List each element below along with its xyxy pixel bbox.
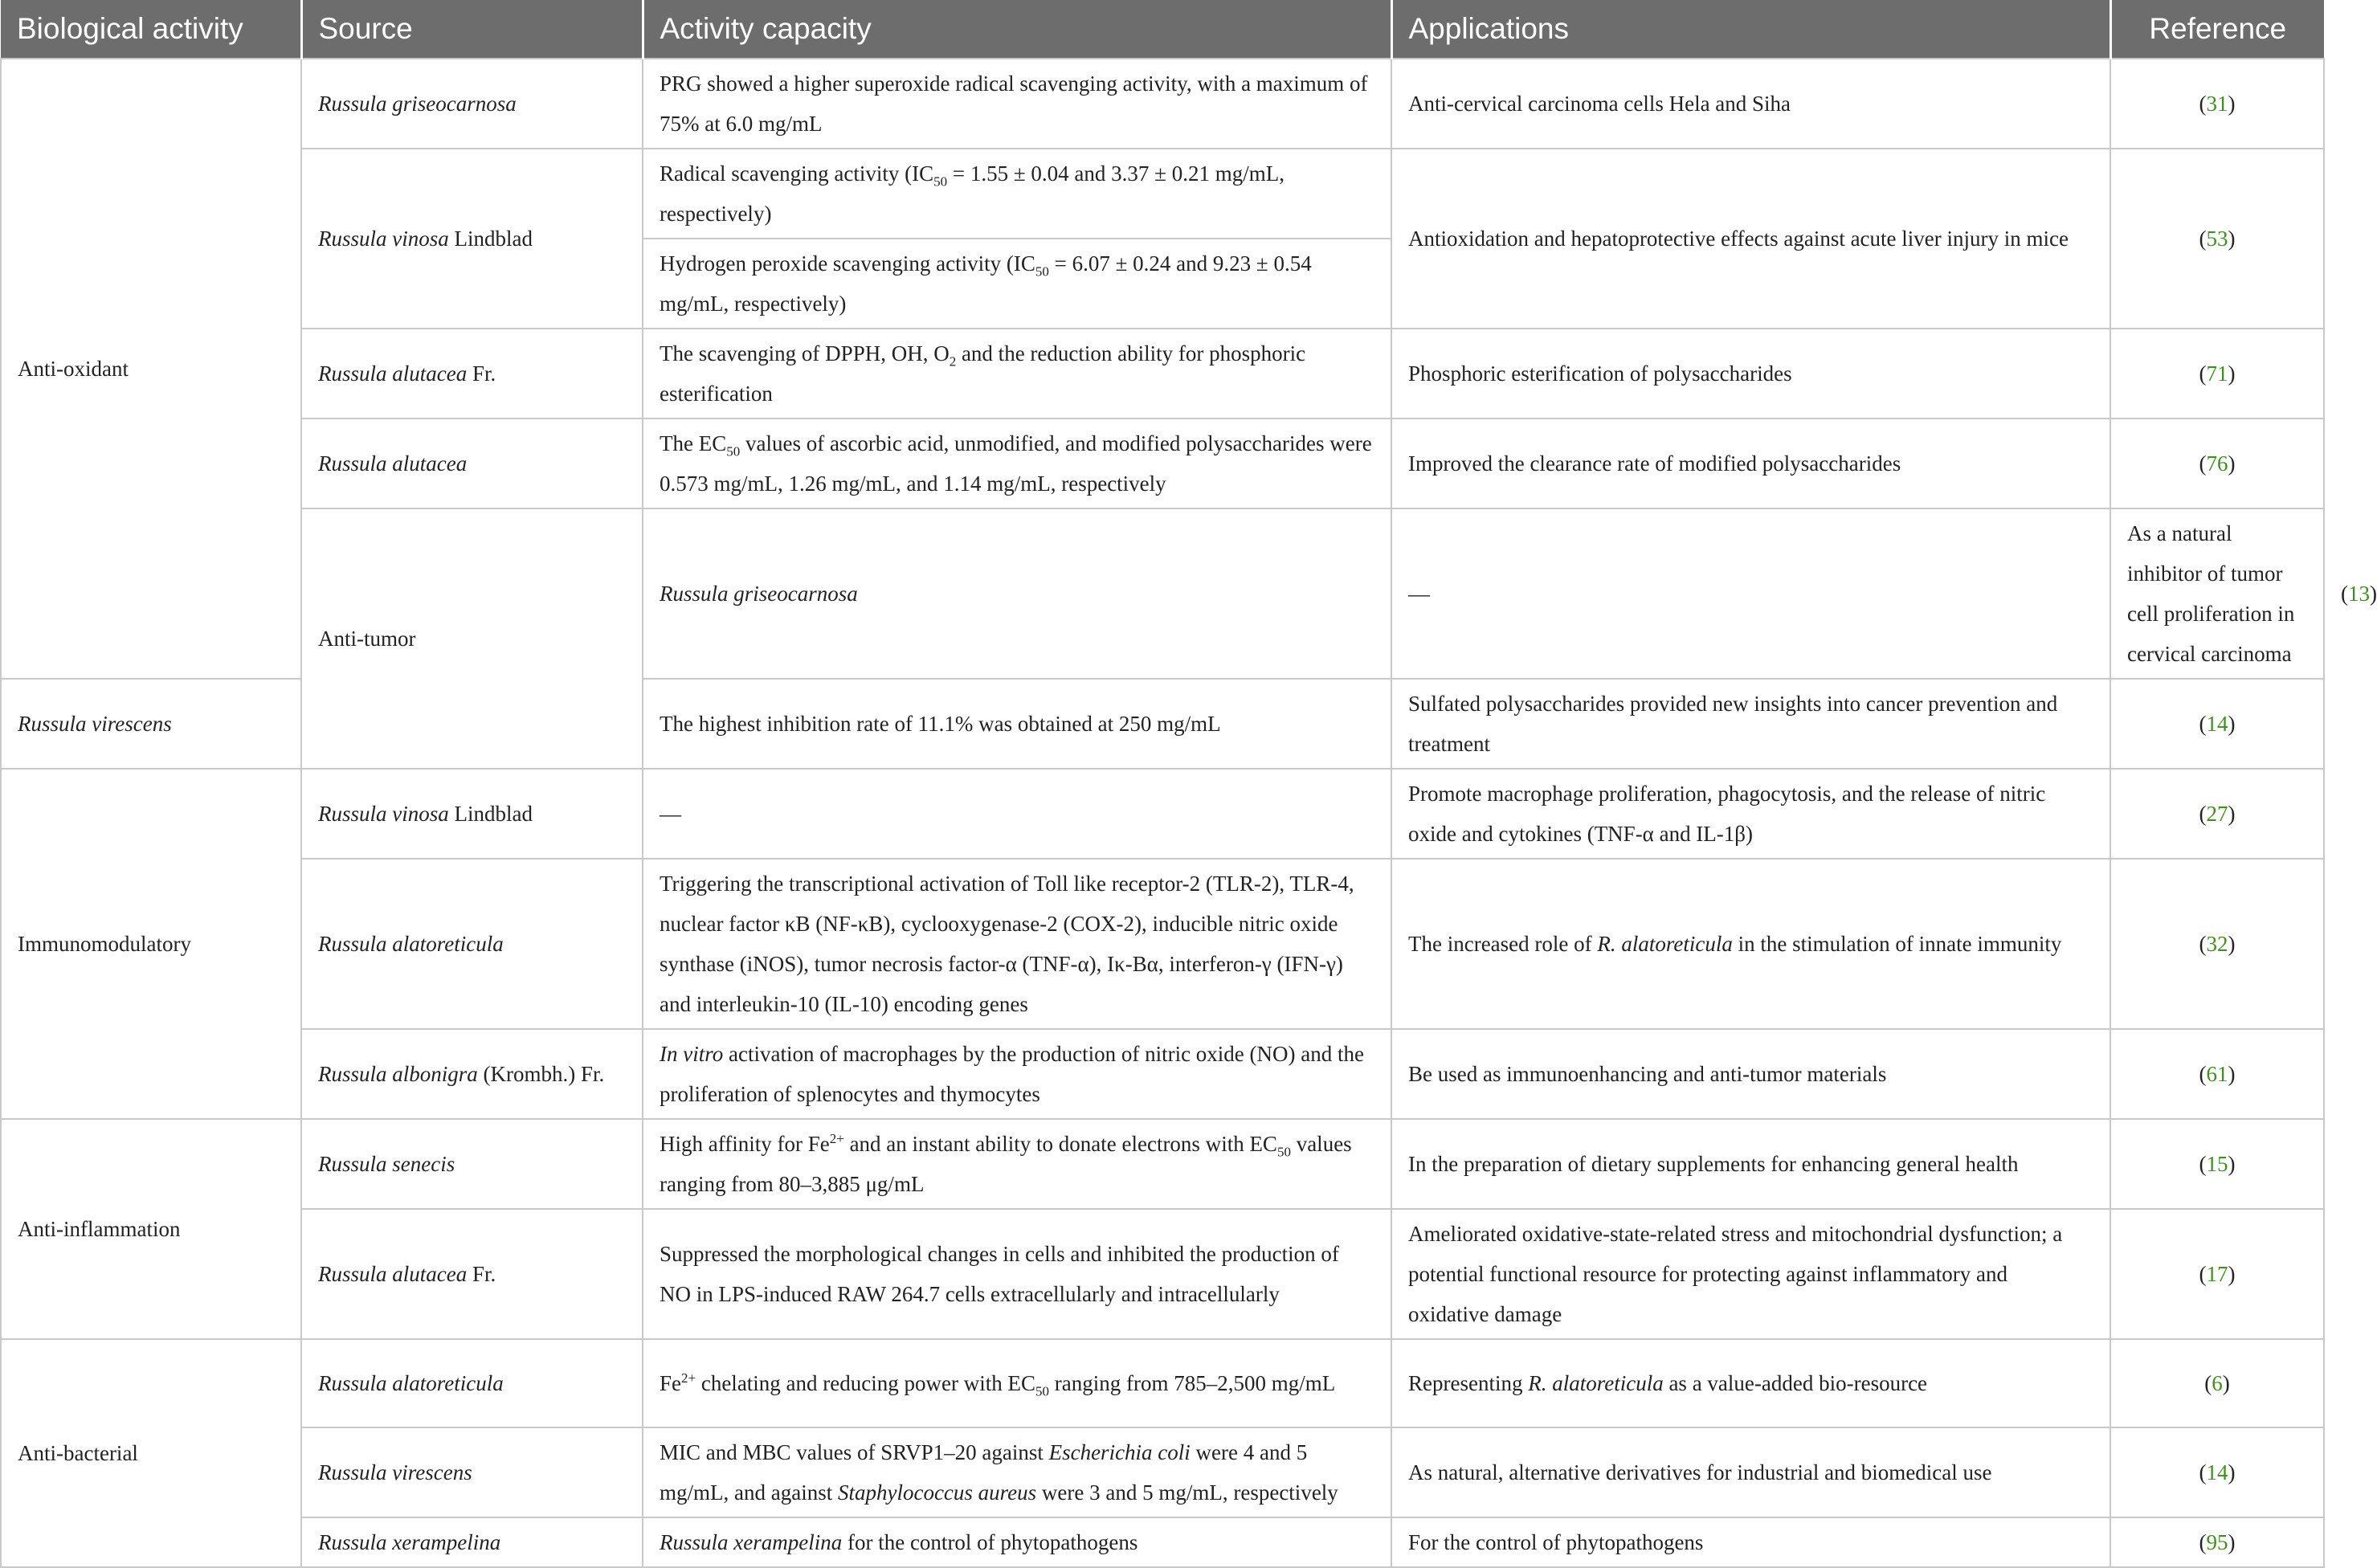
source-cell: Russula alutacea [301,419,643,508]
reference-cell: (95) [2110,1517,2324,1567]
capacity-cell: MIC and MBC values of SRVP1–20 against Escherichia coli were 4 and 5 mg/mL, and against Staphylococcus aureus were 3 and 5 mg/mL, respectively [643,1427,1391,1517]
capacity-cell: Triggering the transcriptional activation of Toll like receptor-2 (TLR-2), TLR-4, nuclear factor κB (NF-κB), cyclooxygenase-2 (COX-2), inducible nitric oxide synthase (iNOS), tumor necrosis factor-α (TNF-α), Iκ-Bα, interferon-γ (IFN-γ) and interleukin-10 (IL-10) encoding genes [643,859,1391,1029]
source-cell: Russula vinosa Lindblad [301,769,643,859]
reference-link[interactable]: 32 [2206,932,2228,956]
header-biological-activity: Biological activity [1,0,301,59]
application-cell: The increased role of R. alatoreticula in the stimulation of innate immunity [1391,859,2110,1029]
application-cell: Be used as immunoenhancing and anti-tumor materials [1391,1029,2110,1119]
reference-link[interactable]: 15 [2206,1152,2228,1176]
reference-link[interactable]: 6 [2212,1371,2223,1395]
capacity-cell: The $EC_{50}$ values of ascorbic acid, unmodified, and modified polysaccharides were 0.573 mg/mL, 1.26 mg/mL, and 1.14 mg/mL, respectively [643,419,1391,508]
reference-link[interactable]: 76 [2206,451,2228,476]
table-row [1,1517,2324,1567]
application-cell: Ameliorated oxidative-state-related stress and mitochondrial dysfunction; a potential functional resource for protecting against inflammatory and oxidative damage [1391,1209,2110,1339]
capacity-cell: Russula xerampelina for the control of phytopathogens [643,1517,1391,1567]
header-reference: Reference [2110,0,2324,59]
capacity-cell: Suppressed the morphological changes in cells and inhibited the production of NO in LPS-induced RAW 264.7 cells extracellularly and intracellularly [643,1209,1391,1339]
header-activity-capacity: Activity capacity [643,0,1391,59]
reference-cell: (14) [2110,679,2324,769]
source-cell: Russula albonigra (Krombh.) Fr. [301,1029,643,1119]
capacity-cell: $Fe^{2+}$ chelating and reducing power with $EC_{50}$ ranging from 785–2,500 mg/mL [643,1339,1391,1427]
application-cell: Improved the clearance rate of modified polysaccharides [1391,419,2110,508]
reference-link[interactable]: 17 [2206,1262,2228,1286]
reference-link[interactable]: 14 [2206,712,2228,736]
table-row [1,1339,2324,1427]
reference-link[interactable]: 14 [2206,1460,2228,1484]
reference-link[interactable]: 31 [2206,92,2228,116]
application-cell: Representing R. alatoreticula as a value-added bio-resource [1391,1339,2110,1427]
capacity-cell: The scavenging of DPPH, OH, $O_2$ and the reduction ability for phosphoric esterification [643,329,1391,419]
capacity-cell: PRG showed a higher superoxide radical scavenging activity, with a maximum of 75% at 6.0 mg/mL [643,59,1391,149]
reference-cell: (76) [2110,419,2324,508]
application-cell: Phosphoric esterification of polysaccharides [1391,329,2110,419]
reference-link[interactable]: 71 [2206,361,2228,386]
capacity-cell: Radical scavenging activity ($IC_{50} = 1.55 \pm 0.04$ and 3.37 ± 0.21 mg/mL, respectively) [643,149,1391,239]
table-row [1,1029,2324,1119]
source-cell: Russula alatoreticula [301,859,643,1029]
group-cell: Anti-bacterial [1,1339,301,1567]
table-row [1,769,2324,859]
capacity-cell: — [1391,508,2110,679]
reference-link[interactable]: 27 [2206,802,2228,826]
application-cell: As natural, alternative derivatives for industrial and biomedical use [1391,1427,2110,1517]
source-cell: Russula griseocarnosa [643,508,1391,679]
group-cell: Immunomodulatory [1,769,301,1119]
source-cell: Russula alatoreticula [301,1339,643,1427]
reference-link[interactable]: 13 [2348,582,2370,606]
reference-cell: (15) [2110,1119,2324,1209]
header-applications: Applications [1391,0,2110,59]
source-cell: Russula senecis [301,1119,643,1209]
application-cell: For the control of phytopathogens [1391,1517,2110,1567]
reference-cell: (17) [2110,1209,2324,1339]
table-row [1,859,2324,1029]
application-cell: Promote macrophage proliferation, phagocytosis, and the release of nitric oxide and cytokines (TNF-α and IL-1β) [1391,769,2110,859]
reference-cell: (6) [2110,1339,2324,1427]
group-cell: Anti-oxidant [1,59,301,679]
source-cell: Russula alutacea Fr. [301,329,643,419]
capacity-cell: Hydrogen peroxide scavenging activity ($IC_{50} = 6.07 \pm 0.24$ and 9.23 ± 0.54 mg/mL, respectively) [643,239,1391,329]
capacity-cell: In vitro activation of macrophages by the production of nitric oxide (NO) and the proliferation of splenocytes and thymocytes [643,1029,1391,1119]
reference-cell: (71) [2110,329,2324,419]
table-row [1,59,2324,149]
reference-cell: (27) [2110,769,2324,859]
table-row [1,329,2324,419]
capacity-cell: The highest inhibition rate of 11.1% was obtained at 250 mg/mL [643,679,1391,769]
source-cell: Russula xerampelina [301,1517,643,1567]
table-row [1,1119,2324,1209]
application-cell: Antioxidation and hepatoprotective effects against acute liver injury in mice [1391,149,2110,329]
reference-cell: (53) [2110,149,2324,329]
group-cell: Anti-tumor [301,508,643,769]
header-source: Source [301,0,643,59]
table-row [1,419,2324,508]
reference-link[interactable]: 53 [2206,227,2228,251]
table-row [1,1427,2324,1517]
reference-link[interactable]: 95 [2206,1530,2228,1554]
group-cell: Anti-inflammation [1,1119,301,1339]
reference-link[interactable]: 61 [2206,1062,2228,1086]
table-row: Anti-tumor Russula griseocarnosa — As a natural inhibitor of tumor cell proliferation in cervical carcinoma (13) [1,508,2324,679]
reference-cell: (31) [2110,59,2324,149]
header-row [1,0,2324,59]
application-cell: In the preparation of dietary supplements for enhancing general health [1391,1119,2110,1209]
reference-cell: (32) [2110,859,2324,1029]
application-cell: Sulfated polysaccharides provided new insights into cancer prevention and treatment [1391,679,2110,769]
reference-cell: (61) [2110,1029,2324,1119]
reference-cell: (14) [2110,1427,2324,1517]
capacity-cell: — [643,769,1391,859]
source-cell: Russula virescens [1,679,301,769]
source-cell: Russula vinosa Lindblad [301,149,643,329]
application-cell: As a natural inhibitor of tumor cell proliferation in cervical carcinoma [2110,508,2324,679]
source-cell: Russula virescens [301,1427,643,1517]
capacity-cell: High affinity for $Fe^{2+}$ and an instant ability to donate electrons with $EC_{50}$ values ranging from 80–3,885 μg/mL [643,1119,1391,1209]
source-cell: Russula griseocarnosa [301,59,643,149]
source-cell: Russula alutacea Fr. [301,1209,643,1339]
application-cell: Anti-cervical carcinoma cells Hela and Siha [1391,59,2110,149]
table-row [1,149,2324,239]
table-row [1,1209,2324,1339]
